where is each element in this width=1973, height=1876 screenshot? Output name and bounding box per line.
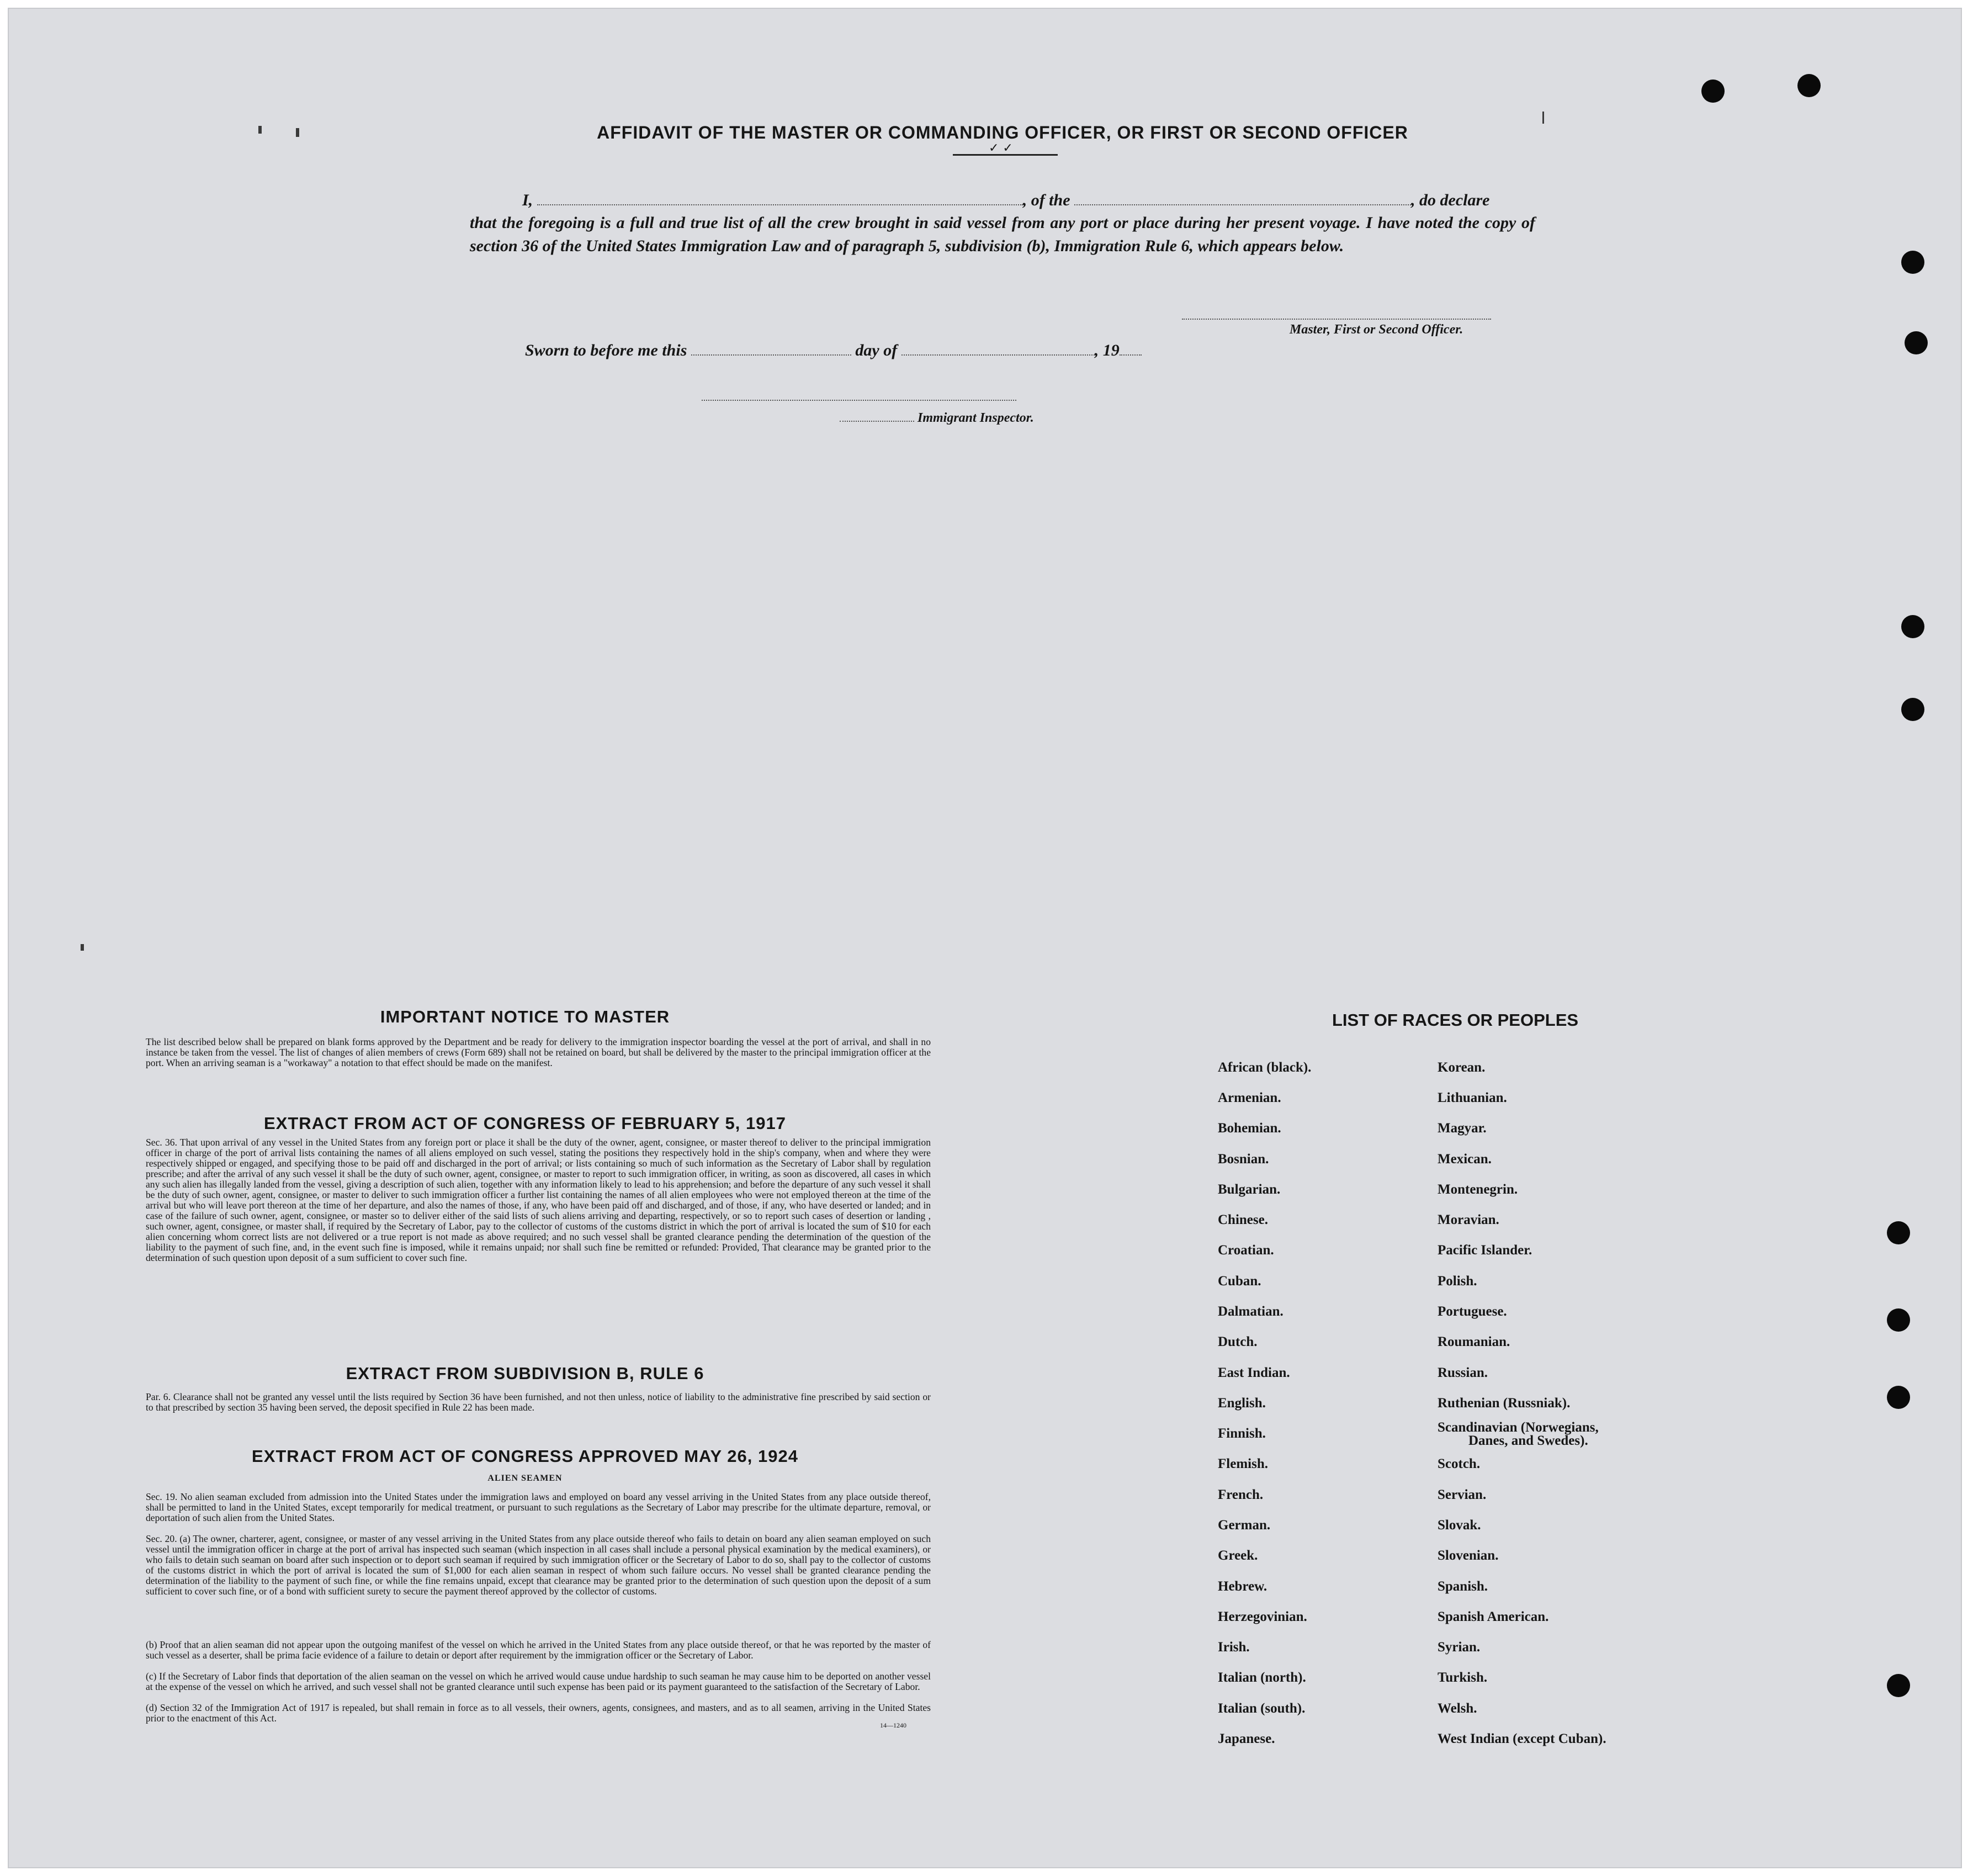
race-right-item: Welsh.	[1438, 1701, 1477, 1716]
extract-1917-title: EXTRACT FROM ACT OF CONGRESS OF FEBRUARY 5, 1917	[264, 1114, 786, 1133]
ink-mark	[1542, 112, 1544, 124]
inspector-label: Immigrant Inspector.	[917, 411, 1034, 425]
race-left-item: Italian (north).	[1218, 1670, 1306, 1685]
declaration-line	[522, 191, 1489, 210]
race-left-item: Chinese.	[1218, 1212, 1268, 1227]
binder-hole	[1797, 74, 1821, 97]
race-right-item: Scandinavian (Norwegians,	[1438, 1420, 1599, 1435]
race-right-item: Roumanian.	[1438, 1334, 1510, 1349]
sworn-year-field	[1120, 354, 1142, 356]
sworn-line	[525, 341, 1142, 360]
title-underline	[953, 154, 1058, 156]
race-left-item: Japanese.	[1218, 1731, 1275, 1746]
declarant-label: I,	[522, 191, 533, 209]
race-right-item: Moravian.	[1438, 1212, 1499, 1227]
race-right-item: West Indian (except Cuban).	[1438, 1731, 1606, 1746]
ink-mark	[258, 126, 262, 134]
race-right-item: Syrian.	[1438, 1640, 1481, 1655]
extract-1924-sec20b: (b) Proof that an alien seaman did not appear upon the outgoing manifest of the vessel on which he arrived in the United States from any place outside thereof, or that he was reported by the master of such vessel as a deserter, shall be prima facie evidence of a failure to detain or deport after requirement by the immigration officer or the Secretary of Labor.	[146, 1639, 931, 1661]
race-right-continuation: Danes, and Swedes).	[1468, 1433, 1588, 1448]
master-label: Master, First or Second Officer.	[1290, 322, 1463, 337]
race-left-item: Italian (south).	[1218, 1701, 1306, 1716]
race-left-item: African (black).	[1218, 1060, 1312, 1075]
race-right-item: Lithuanian.	[1438, 1090, 1507, 1105]
race-left-item: French.	[1218, 1487, 1264, 1502]
ink-mark	[296, 128, 299, 137]
binder-hole	[1701, 80, 1725, 103]
binder-hole	[1901, 698, 1924, 721]
race-left-item: Dalmatian.	[1218, 1304, 1283, 1319]
check-marks: ✓ ✓	[989, 141, 1013, 155]
race-left-item: East Indian.	[1218, 1365, 1290, 1380]
race-right-item: Scotch.	[1438, 1456, 1481, 1471]
race-left-item: German.	[1218, 1518, 1271, 1533]
race-left-item: English.	[1218, 1396, 1266, 1411]
race-right-item: Mexican.	[1438, 1152, 1492, 1167]
binder-hole	[1901, 251, 1924, 274]
race-right-item: Spanish.	[1438, 1579, 1488, 1594]
race-right-item: Pacific Islander.	[1438, 1243, 1532, 1258]
binder-hole	[1887, 1674, 1910, 1697]
race-left-item: Finnish.	[1218, 1426, 1266, 1441]
race-right-item: Spanish American.	[1438, 1609, 1549, 1624]
day-of-label: day of	[855, 341, 898, 359]
race-left-item: Bohemian.	[1218, 1121, 1281, 1136]
sworn-month-field	[901, 354, 1095, 356]
race-left-item: Cuban.	[1218, 1274, 1261, 1289]
master-signature-line	[1182, 319, 1491, 320]
race-left-item: Hebrew.	[1218, 1579, 1267, 1594]
form-number: 14—1240	[880, 1721, 906, 1729]
race-left-item: Bulgarian.	[1218, 1182, 1281, 1197]
extract-1924-sec20d: (d) Section 32 of the Immigration Act of 1917 is repealed, but shall remain in force as to all vessels, their owners, agents, consignees, and masters, and as to all seamen, arriving in the United States prior to the enactment of this Act.	[146, 1702, 931, 1724]
ink-mark	[81, 944, 84, 951]
extract-1917-text: Sec. 36. That upon arrival of any vessel in the United States from any foreign port or place it shall be the duty of the owner, agent, consignee, or master thereof to deliver to the principal immigration officer in charge of the port of arrival lists containing the names of all aliens employed on such vessel, stating the positions they respectively hold in the ship's company, when and where they were respectively shipped or engaged, and specifying those to be paid off and discharged in the port of arrival; or lists containing so much of such information as the Secretary of Labor shall by regulation prescribe; and after the arrival of any such vessel it shall be the duty of such owner, agent, consignee, or master to report to such immigration officer, in writing, as soon as discovered, all cases in which any such alien has illegally landed from the vessel, giving a description of such alien, together with any information likely to lead to his apprehension; and before the departure of any such vessel it shall be the duty of such owner, agent, consignee, or master to deliver to such immigration officer a further list containing the names of all alien employees who were not employed thereon at the time of the arrival but who will leave port thereon at the time of her departure, and also the names of those, if any, who have been paid off and discharged, and of those, if any, who have deserted or landed; and in case of the failure of such owner, agent, consignee, or master so to deliver either of the said lists of such aliens arriving and departing, respectively, or so to report such cases of desertion or landing , such owner, agent, consignee, or master shall, if required by the Secretary of Labor, pay to the collector of customs of the customs district in which the port of arrival is located the sum of $10 for each alien concerning whom correct lists are not delivered or a true report is not made as above required; and no such vessel shall be granted clearance pending the determination of the question of the liability to the payment of such fine, and, in the event such fine is imposed, while it remains unpaid; nor shall such fine be remitted or refunded: Provided, That clearance may be granted prior to the determination of such question upon deposit of a sum sufficient to cover such fine.	[146, 1137, 931, 1263]
extract-1924-sec19: Sec. 19. No alien seaman excluded from admission into the United States under the immigration laws and employed on board any vessel arriving in the United States from any place outside thereof, shall be permitted to land in the United States, except temporarily for medical treatment, or pursuant to such regulations as the Secretary of Labor may prescribe for the ultimate departure, removal, or deportation of such alien from the United States.	[146, 1491, 931, 1523]
extract-1924-title: EXTRACT FROM ACT OF CONGRESS APPROVED MAY 26, 1924	[252, 1446, 798, 1466]
binder-hole	[1887, 1386, 1910, 1409]
race-right-item: Ruthenian (Russniak).	[1438, 1396, 1571, 1411]
race-right-item: Magyar.	[1438, 1121, 1487, 1136]
race-left-item: Herzegovinian.	[1218, 1609, 1307, 1624]
notice-text: The list described below shall be prepared on blank forms approved by the Department and be ready for delivery to the immigration inspector boarding the vessel at the port of arrival, and shall in no instance be taken from the vessel. The list of changes of alien members of crews (Form 689) shall not be retained on board, but shall be delivered by the master to the principal immigration officer at the port. When an arriving seaman is a "workaway" a notation to that effect should be made on the manifest.	[146, 1036, 931, 1068]
race-left-item: Croatian.	[1218, 1243, 1274, 1258]
document-page	[8, 8, 1962, 1868]
extract-1924-subtitle: ALIEN SEAMEN	[487, 1474, 563, 1483]
race-right-item: Slovenian.	[1438, 1548, 1499, 1563]
races-title: LIST OF RACES OR PEOPLES	[1332, 1010, 1579, 1030]
inspector-signature-line	[702, 400, 1016, 401]
race-right-item: Portuguese.	[1438, 1304, 1507, 1319]
extract-rule6-text: Par. 6. Clearance shall not be granted any vessel until the lists required by Section 36 have been furnished, and not then unless, notice of liability to the administrative fine prescribed by said section or to that prescribed by section 35 having been served, the deposit specified in Rule 22 has been made.	[146, 1391, 931, 1413]
declaration-body: that the foregoing is a full and true list of all the crew brought in said vessel from any port or place during her present voyage. I have noted the copy of section 36 of the United States Immigration Law and of paragraph 5, subdivision (b), Immigration Rule 6, which appears below.	[470, 214, 1535, 255]
race-right-item: Korean.	[1438, 1060, 1486, 1075]
race-right-item: Russian.	[1438, 1365, 1488, 1380]
vessel-name-field	[1074, 204, 1411, 205]
year-label: , 19	[1094, 341, 1120, 359]
of-the-label: , of the	[1022, 191, 1070, 209]
binder-hole	[1905, 331, 1928, 354]
extract-1924-sec20a: Sec. 20. (a) The owner, charterer, agent, consignee, or master of any vessel arriving in the United States from any place outside thereof who fails to detain on board any alien seaman employed on such vessel until the immigration officer in charge at the port of arrival has inspected such seaman (which inspection in all cases shall include a personal physical examination by the medical examiners), or who fails to detain such seaman on board after such inspection or to deport such seaman if required by such immigration officer or the Secretary of Labor to do so, shall pay to the collector of customs of the customs district in which the port of arrival is located the sum of $1,000 for each alien seaman in respect of whom such failure occurs. No vessel shall be granted clearance pending the determination of the liability to the payment of such fine, or while the fine remains unpaid, except that clearance may be granted prior to the determination of such question upon the deposit of a sum sufficient to cover such fine, or of a bond with sufficient surety to secure the payment thereof approved by the collector of customs.	[146, 1533, 931, 1597]
affidavit-title: AFFIDAVIT OF THE MASTER OR COMMANDING OFFICER, OR FIRST OR SECOND OFFICER	[597, 123, 1408, 142]
binder-hole	[1887, 1221, 1910, 1244]
race-right-item: Polish.	[1438, 1274, 1477, 1289]
race-right-item: Turkish.	[1438, 1670, 1488, 1685]
declare-label: , do declare	[1411, 191, 1490, 209]
race-right-item: Slovak.	[1438, 1518, 1481, 1533]
declarant-name-field	[537, 204, 1023, 205]
race-left-item: Greek.	[1218, 1548, 1258, 1563]
extract-rule6-title: EXTRACT FROM SUBDIVISION B, RULE 6	[346, 1364, 704, 1383]
race-left-item: Armenian.	[1218, 1090, 1281, 1105]
race-left-item: Flemish.	[1218, 1456, 1268, 1471]
race-right-item: Montenegrin.	[1438, 1182, 1518, 1197]
sworn-day-field	[691, 354, 851, 356]
race-left-item: Dutch.	[1218, 1334, 1258, 1349]
inspector-label-row	[840, 411, 1034, 426]
binder-hole	[1901, 615, 1924, 638]
binder-hole	[1887, 1308, 1910, 1332]
inspector-lead-dots	[840, 421, 914, 422]
race-left-item: Irish.	[1218, 1640, 1250, 1655]
race-left-item: Bosnian.	[1218, 1152, 1269, 1167]
extract-1924-sec20c: (c) If the Secretary of Labor finds that deportation of the alien seaman on the vessel on which he arrived would cause undue hardship to such seaman he may cause him to be deported on another vessel at the expense of the vessel on which he arrived, and such vessel shall not be granted clearance until such expense has been paid or its payment guaranteed to the satisfaction of the Secretary of Labor.	[146, 1671, 931, 1692]
race-right-item: Servian.	[1438, 1487, 1487, 1502]
notice-title: IMPORTANT NOTICE TO MASTER	[380, 1007, 670, 1026]
sworn-label: Sworn to before me this	[525, 341, 687, 359]
